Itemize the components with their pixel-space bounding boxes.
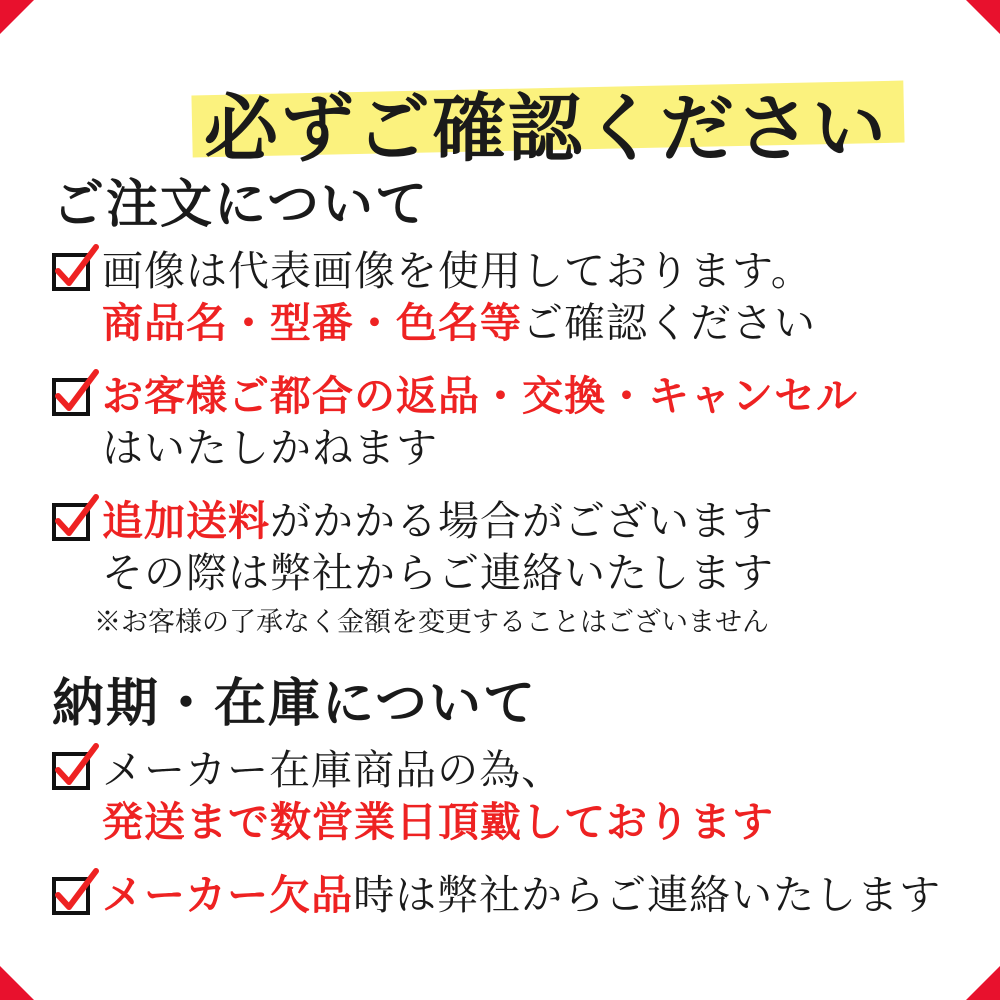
list-item-text [102, 370, 956, 475]
text-run-highlight: 発送まで数営業日頂戴しております [102, 798, 774, 847]
list-item [52, 744, 956, 849]
list-item-text [102, 495, 956, 600]
corner-accent-bottom-right [966, 966, 1000, 1000]
checkbox-icon [52, 503, 90, 541]
text-run: 時は弊社からご連絡いたします [353, 870, 942, 919]
section-heading-order: ご注文について [52, 174, 429, 235]
checkbox-icon [52, 253, 90, 291]
text-run: ご確認ください [522, 299, 816, 348]
list-item [52, 245, 956, 350]
list-item-line [102, 547, 956, 599]
section-heading-delivery: 納期・在庫について [52, 672, 537, 734]
list-item-line [102, 495, 956, 547]
list-item-note: ※お客様の了承なく金額を変更することはございません [94, 606, 769, 638]
list-item-text [102, 744, 956, 849]
text-run: はいたしかねます [102, 424, 438, 473]
text-run-highlight: お客様ご都合の返品・交換・キャンセル [102, 371, 858, 420]
corner-accent-bottom-left [0, 966, 34, 1000]
text-run-highlight: メーカー欠品 [102, 870, 354, 919]
page-title-block [44, 40, 956, 172]
list-item-line [102, 297, 956, 349]
list-item-text [102, 869, 956, 921]
text-run: その際は弊社からご連絡いたします [102, 549, 774, 598]
list-item-text [102, 245, 956, 350]
list-item-line [102, 245, 956, 297]
list-item [52, 869, 956, 921]
checkbox-icon [52, 752, 90, 790]
text-run: メーカー在庫商品の為、 [102, 745, 564, 794]
section-order [44, 162, 956, 639]
page-title: 必ずご確認ください [204, 86, 888, 172]
list-item [52, 370, 956, 475]
text-run-highlight: 商品名・型番・色名等 [102, 299, 522, 348]
checkbox-icon [52, 877, 90, 915]
list-item-line [102, 744, 956, 796]
section-delivery [44, 661, 956, 921]
list-item [52, 495, 956, 600]
text-run: がかかる場合がございます [270, 496, 774, 545]
list-item-line [102, 422, 956, 474]
list-item-line [102, 370, 956, 422]
list-item-line [102, 869, 956, 921]
text-run-highlight: 追加送料 [102, 496, 270, 545]
checkbox-icon [52, 378, 90, 416]
corner-accent-top-left [0, 0, 34, 34]
list-item-line [102, 796, 956, 848]
corner-accent-top-right [966, 0, 1000, 34]
text-run: 画像は代表画像を使用しております。 [102, 247, 813, 295]
